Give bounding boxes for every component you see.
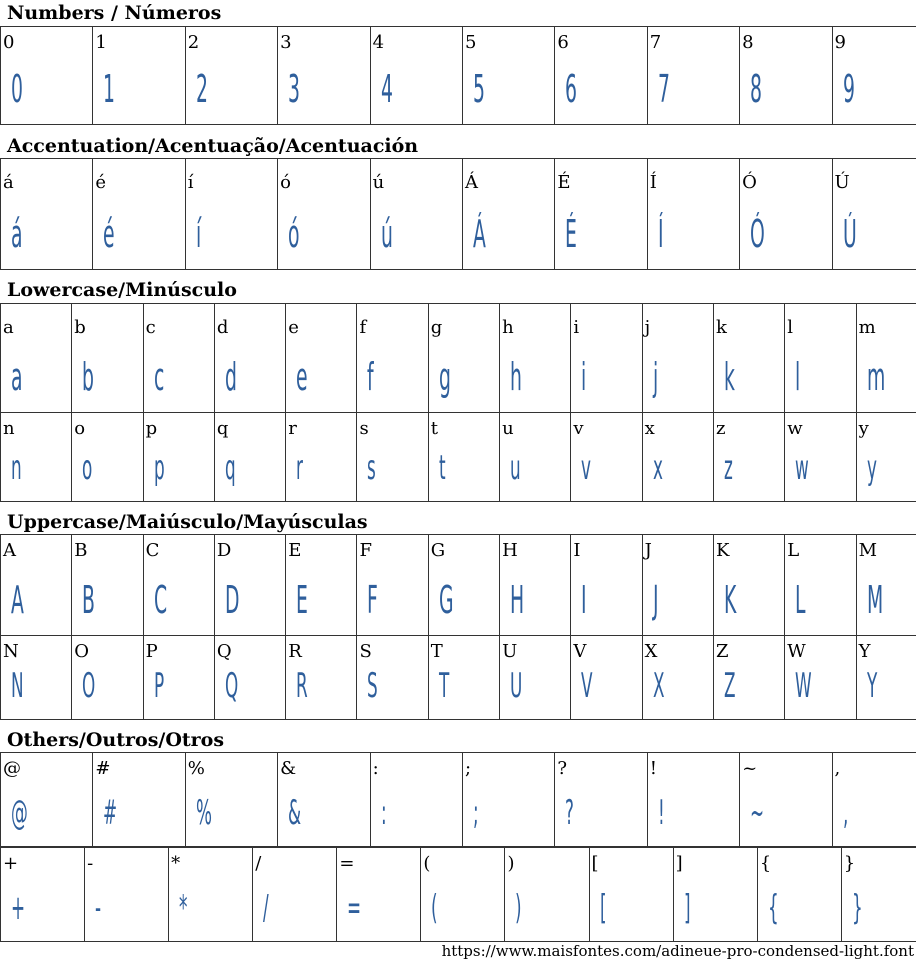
glyph-cell bbox=[642, 304, 713, 413]
glyph-sample: j bbox=[652, 355, 658, 399]
glyph-sample: c bbox=[153, 355, 164, 399]
glyph-cell bbox=[421, 848, 505, 942]
lowercase-grid bbox=[0, 303, 916, 502]
glyph-sample: r bbox=[296, 448, 304, 488]
glyph-cell bbox=[740, 753, 832, 847]
glyph-cell bbox=[757, 848, 841, 942]
glyph-label: 5 bbox=[464, 32, 477, 53]
glyph-sample: F bbox=[367, 578, 379, 622]
glyph-label: % bbox=[187, 758, 205, 779]
glyph-cell bbox=[428, 413, 499, 502]
glyph-sample: 9 bbox=[842, 67, 855, 111]
glyph-sample: M bbox=[866, 578, 883, 622]
glyph-cell bbox=[856, 535, 916, 636]
glyph-cell bbox=[571, 535, 642, 636]
section-title-others: Others/Outros/Otros bbox=[7, 729, 225, 751]
glyph-cell bbox=[93, 753, 185, 847]
glyph-cell bbox=[462, 753, 554, 847]
glyph-label: o bbox=[74, 418, 86, 439]
glyph-sample: } bbox=[851, 888, 863, 928]
glyph-label: s bbox=[359, 418, 369, 439]
glyph-label: Y bbox=[858, 641, 871, 662]
glyph-label: X bbox=[644, 641, 658, 662]
glyph-cell bbox=[185, 159, 277, 270]
glyph-cell bbox=[832, 159, 916, 270]
glyph-label: F bbox=[359, 540, 372, 561]
glyph-sample: x bbox=[652, 448, 663, 488]
glyph-sample: / bbox=[263, 888, 269, 928]
glyph-sample: á bbox=[11, 212, 23, 256]
glyph-sample: - bbox=[95, 888, 102, 928]
glyph-label: R bbox=[288, 641, 302, 662]
glyph-cell bbox=[647, 159, 739, 270]
glyph-cell bbox=[647, 753, 739, 847]
glyph-sample: + bbox=[11, 888, 26, 928]
glyph-label: f bbox=[359, 317, 367, 338]
glyph-cell bbox=[856, 304, 916, 413]
glyph-label: a bbox=[3, 317, 14, 338]
glyph-sample: = bbox=[347, 888, 362, 928]
glyph-sample: N bbox=[11, 666, 24, 706]
glyph-cell bbox=[500, 413, 571, 502]
glyph-sample: É bbox=[565, 212, 578, 256]
glyph-cell bbox=[214, 636, 285, 720]
glyph-sample: d bbox=[224, 355, 237, 399]
glyph-label: w bbox=[787, 418, 803, 439]
glyph-sample: @ bbox=[11, 793, 28, 833]
section-title-numbers: Numbers / Números bbox=[7, 2, 222, 24]
glyph-cell bbox=[357, 304, 428, 413]
glyph-label: = bbox=[339, 853, 355, 874]
glyph-label: r bbox=[288, 418, 297, 439]
glyph-label: n bbox=[3, 418, 15, 439]
glyph-label: 3 bbox=[280, 32, 292, 53]
glyph-cell bbox=[642, 636, 713, 720]
glyph-label: E bbox=[288, 540, 302, 561]
glyph-label: } bbox=[843, 853, 856, 874]
glyph-cell bbox=[428, 636, 499, 720]
glyph-sample: 5 bbox=[472, 67, 485, 111]
glyph-label: á bbox=[3, 172, 14, 193]
glyph-label: t bbox=[430, 418, 439, 439]
glyph-label: : bbox=[372, 758, 379, 779]
glyph-sample: 6 bbox=[565, 67, 578, 111]
glyph-cell bbox=[642, 413, 713, 502]
section-title-accentuation: Accentuation/Acentuação/Acentuación bbox=[7, 135, 419, 157]
glyph-cell bbox=[571, 413, 642, 502]
glyph-sample: g bbox=[438, 355, 451, 399]
glyph-sample: ; bbox=[472, 793, 479, 833]
glyph-sample: I bbox=[581, 578, 587, 622]
glyph-sample: G bbox=[438, 578, 454, 622]
glyph-label: 0 bbox=[3, 32, 15, 53]
glyph-sample: ó bbox=[288, 212, 300, 256]
glyph-cell bbox=[856, 413, 916, 502]
glyph-label: b bbox=[74, 317, 86, 338]
glyph-label: ; bbox=[464, 758, 472, 779]
glyph-sample: K bbox=[723, 578, 737, 622]
glyph-cell bbox=[278, 753, 370, 847]
glyph-cell bbox=[505, 848, 589, 942]
glyph-row bbox=[1, 159, 916, 270]
glyph-sample: ? bbox=[565, 793, 575, 833]
glyph-label: V bbox=[573, 641, 587, 662]
glyph-label: Q bbox=[216, 641, 232, 662]
glyph-sample: S bbox=[367, 666, 379, 706]
glyph-label: T bbox=[430, 641, 443, 662]
glyph-label: 9 bbox=[834, 32, 846, 53]
glyph-sample: u bbox=[510, 448, 521, 488]
glyph-label: z bbox=[715, 418, 726, 439]
glyph-cell bbox=[1, 27, 93, 125]
glyph-row bbox=[1, 636, 916, 720]
accentuation-grid bbox=[0, 158, 916, 270]
glyph-cell bbox=[286, 413, 357, 502]
glyph-cell bbox=[337, 848, 421, 942]
glyph-label: , bbox=[834, 758, 841, 779]
glyph-label: H bbox=[502, 540, 518, 561]
glyph-label: g bbox=[430, 317, 443, 338]
glyph-sample: : bbox=[380, 793, 387, 833]
glyph-label: ~ bbox=[742, 758, 758, 779]
glyph-sample: & bbox=[288, 793, 302, 833]
glyph-label: I bbox=[573, 540, 581, 561]
glyph-cell bbox=[72, 535, 143, 636]
glyph-cell bbox=[428, 304, 499, 413]
glyph-label: j bbox=[644, 317, 651, 338]
glyph-cell bbox=[72, 304, 143, 413]
glyph-sample: s bbox=[367, 448, 377, 488]
glyph-cell bbox=[785, 535, 856, 636]
glyph-label: W bbox=[787, 641, 806, 662]
glyph-row bbox=[1, 535, 916, 636]
glyph-cell bbox=[357, 535, 428, 636]
glyph-cell bbox=[1, 753, 93, 847]
glyph-label: 6 bbox=[557, 32, 569, 53]
glyph-cell bbox=[785, 413, 856, 502]
glyph-cell bbox=[462, 159, 554, 270]
glyph-cell bbox=[214, 304, 285, 413]
glyph-label: # bbox=[95, 758, 111, 779]
glyph-label: k bbox=[715, 317, 727, 338]
glyph-cell bbox=[571, 304, 642, 413]
glyph-label: 1 bbox=[95, 32, 107, 53]
glyph-sample: 3 bbox=[288, 67, 301, 111]
glyph-label: L bbox=[787, 540, 800, 561]
glyph-label: l bbox=[787, 317, 794, 338]
glyph-label: Ú bbox=[834, 172, 850, 193]
glyph-sample: ~ bbox=[750, 793, 765, 833]
glyph-label: J bbox=[644, 540, 652, 561]
glyph-label: q bbox=[216, 418, 229, 439]
glyph-cell bbox=[143, 304, 214, 413]
glyph-sample: E bbox=[296, 578, 309, 622]
glyph-cell bbox=[214, 413, 285, 502]
glyph-cell bbox=[785, 636, 856, 720]
glyph-label: [ bbox=[591, 853, 599, 874]
glyph-sample: ( bbox=[431, 888, 438, 928]
glyph-sample: 8 bbox=[750, 67, 763, 111]
glyph-cell bbox=[500, 304, 571, 413]
glyph-sample: 0 bbox=[11, 67, 23, 111]
glyph-label: m bbox=[858, 317, 876, 338]
glyph-cell bbox=[555, 27, 647, 125]
glyph-cell bbox=[185, 753, 277, 847]
glyph-cell bbox=[462, 27, 554, 125]
glyph-sample: O bbox=[82, 666, 96, 706]
glyph-sample: W bbox=[795, 666, 812, 706]
glyph-cell bbox=[143, 636, 214, 720]
glyph-cell bbox=[1, 159, 93, 270]
glyph-sample: 4 bbox=[380, 67, 393, 111]
glyph-sample: b bbox=[82, 355, 95, 399]
glyph-sample: í bbox=[195, 212, 202, 256]
glyph-label: N bbox=[3, 641, 19, 662]
glyph-cell bbox=[713, 636, 784, 720]
glyph-label: { bbox=[759, 853, 772, 874]
glyph-cell bbox=[856, 636, 916, 720]
glyph-label: + bbox=[3, 853, 19, 874]
glyph-sample: D bbox=[224, 578, 240, 622]
glyph-cell bbox=[832, 27, 916, 125]
glyph-label: K bbox=[715, 540, 730, 561]
glyph-sample: o bbox=[82, 448, 93, 488]
glyph-cell bbox=[72, 413, 143, 502]
glyph-label: ú bbox=[372, 172, 385, 193]
glyph-row bbox=[1, 848, 916, 942]
glyph-cell bbox=[143, 413, 214, 502]
glyph-label: 7 bbox=[649, 32, 662, 53]
glyph-label: ó bbox=[280, 172, 292, 193]
glyph-label: O bbox=[74, 641, 90, 662]
glyph-sample: { bbox=[767, 888, 779, 928]
glyph-cell bbox=[740, 27, 832, 125]
glyph-sample: 7 bbox=[657, 67, 670, 111]
glyph-sample: l bbox=[795, 355, 801, 399]
glyph-label: P bbox=[145, 641, 158, 662]
glyph-cell bbox=[286, 304, 357, 413]
glyph-sample: z bbox=[723, 448, 733, 488]
glyph-label: U bbox=[502, 641, 518, 662]
glyph-cell bbox=[500, 636, 571, 720]
glyph-sample: Q bbox=[224, 666, 239, 706]
glyph-sample: L bbox=[795, 578, 806, 622]
section-title-lowercase: Lowercase/Minúsculo bbox=[7, 279, 237, 301]
glyph-cell bbox=[370, 27, 462, 125]
glyph-sample: 2 bbox=[195, 67, 208, 111]
glyph-sample: [ bbox=[599, 888, 607, 928]
glyph-cell bbox=[1, 535, 72, 636]
glyph-cell bbox=[286, 636, 357, 720]
glyph-cell bbox=[589, 848, 673, 942]
glyph-sample: # bbox=[103, 793, 118, 833]
glyph-sample: é bbox=[103, 212, 115, 256]
glyph-label: 8 bbox=[742, 32, 754, 53]
others-grid-row-2 bbox=[0, 847, 916, 942]
glyph-sample: Á bbox=[472, 212, 486, 256]
glyph-cell bbox=[357, 636, 428, 720]
glyph-cell bbox=[673, 848, 757, 942]
glyph-label: Z bbox=[715, 641, 729, 662]
glyph-cell bbox=[571, 636, 642, 720]
glyph-sample: Ó bbox=[750, 212, 765, 256]
glyph-label: e bbox=[288, 317, 299, 338]
glyph-cell bbox=[93, 159, 185, 270]
glyph-sample: f bbox=[367, 355, 375, 399]
glyph-sample: H bbox=[510, 578, 525, 622]
glyph-sample: t bbox=[438, 448, 446, 488]
glyph-cell bbox=[642, 535, 713, 636]
glyph-cell bbox=[713, 535, 784, 636]
glyph-row bbox=[1, 753, 916, 847]
glyph-cell bbox=[143, 535, 214, 636]
numbers-grid bbox=[0, 26, 916, 125]
glyph-label: É bbox=[557, 172, 571, 193]
glyph-cell bbox=[1, 304, 72, 413]
glyph-label: 4 bbox=[372, 32, 385, 53]
glyph-label: ) bbox=[507, 853, 515, 874]
glyph-label: S bbox=[359, 641, 372, 662]
glyph-sample: m bbox=[866, 355, 885, 399]
glyph-sample: J bbox=[652, 578, 659, 622]
glyph-cell bbox=[278, 27, 370, 125]
glyph-cell bbox=[370, 753, 462, 847]
glyph-sample: Y bbox=[866, 666, 877, 706]
glyph-label: y bbox=[858, 418, 869, 439]
glyph-cell bbox=[169, 848, 253, 942]
glyph-label: C bbox=[145, 540, 160, 561]
glyph-sample: X bbox=[652, 666, 665, 706]
glyph-row bbox=[1, 27, 916, 125]
glyph-sample: * bbox=[179, 888, 188, 928]
glyph-sample: ) bbox=[515, 888, 523, 928]
glyph-label: D bbox=[216, 540, 232, 561]
glyph-sample: n bbox=[11, 448, 22, 488]
glyph-sample: % bbox=[195, 793, 212, 833]
glyph-cell bbox=[713, 413, 784, 502]
glyph-label: @ bbox=[3, 758, 21, 779]
glyph-label: í bbox=[187, 172, 194, 193]
glyph-cell bbox=[841, 848, 916, 942]
section-title-uppercase: Uppercase/Maiúsculo/Mayúsculas bbox=[7, 511, 368, 533]
glyph-label: / bbox=[255, 853, 262, 874]
glyph-sample: B bbox=[82, 578, 96, 622]
glyph-label: ] bbox=[675, 853, 683, 874]
uppercase-grid bbox=[0, 534, 916, 720]
glyph-label: ( bbox=[423, 853, 431, 874]
glyph-label: ! bbox=[649, 758, 657, 779]
glyph-label: - bbox=[87, 853, 94, 874]
glyph-sample: ! bbox=[657, 793, 665, 833]
glyph-sample: A bbox=[11, 578, 24, 622]
glyph-cell bbox=[185, 27, 277, 125]
footer-url[interactable]: https://www.maisfontes.com/adineue-pro-condensed-light.font bbox=[441, 942, 914, 960]
glyph-label: Á bbox=[464, 172, 478, 193]
glyph-label: u bbox=[502, 418, 514, 439]
glyph-label: 2 bbox=[187, 32, 200, 53]
glyph-sample: V bbox=[581, 666, 593, 706]
glyph-label: i bbox=[573, 317, 580, 338]
glyph-sample: 1 bbox=[103, 67, 116, 111]
glyph-cell bbox=[555, 159, 647, 270]
glyph-cell bbox=[214, 535, 285, 636]
glyph-cell bbox=[357, 413, 428, 502]
glyph-cell bbox=[253, 848, 337, 942]
glyph-cell bbox=[278, 159, 370, 270]
glyph-cell bbox=[740, 159, 832, 270]
glyph-label: & bbox=[280, 758, 297, 779]
glyph-sample: Z bbox=[723, 666, 736, 706]
glyph-label: A bbox=[3, 540, 16, 561]
glyph-cell bbox=[428, 535, 499, 636]
glyph-label: G bbox=[430, 540, 446, 561]
glyph-sample: C bbox=[153, 578, 167, 622]
glyph-row bbox=[1, 413, 916, 502]
glyph-sample: ] bbox=[683, 888, 691, 928]
glyph-sample: R bbox=[296, 666, 308, 706]
glyph-sample: U bbox=[510, 666, 523, 706]
glyph-cell bbox=[647, 27, 739, 125]
glyph-sample: v bbox=[581, 448, 592, 488]
glyph-row bbox=[1, 304, 916, 413]
glyph-sample: e bbox=[296, 355, 308, 399]
glyph-label: M bbox=[858, 540, 877, 561]
glyph-label: c bbox=[145, 317, 156, 338]
glyph-sample: p bbox=[153, 448, 165, 488]
glyph-sample: Í bbox=[657, 212, 664, 256]
glyph-sample: Ú bbox=[842, 212, 857, 256]
glyph-cell bbox=[555, 753, 647, 847]
glyph-cell bbox=[832, 753, 916, 847]
glyph-cell bbox=[286, 535, 357, 636]
glyph-label: B bbox=[74, 540, 88, 561]
glyph-label: p bbox=[145, 418, 158, 439]
glyph-cell bbox=[370, 159, 462, 270]
glyph-sample: ú bbox=[380, 212, 393, 256]
glyph-cell bbox=[85, 848, 169, 942]
glyph-sample: i bbox=[581, 355, 587, 399]
glyph-sample: y bbox=[866, 448, 877, 488]
glyph-cell bbox=[785, 304, 856, 413]
glyph-cell bbox=[500, 535, 571, 636]
glyph-label: Ó bbox=[742, 172, 757, 193]
glyph-cell bbox=[1, 848, 85, 942]
glyph-label: v bbox=[573, 418, 584, 439]
glyph-label: x bbox=[644, 418, 655, 439]
glyph-cell bbox=[93, 27, 185, 125]
glyph-sample: T bbox=[438, 666, 450, 706]
glyph-sample: P bbox=[153, 666, 164, 706]
glyph-cell bbox=[713, 304, 784, 413]
glyph-label: d bbox=[216, 317, 229, 338]
others-grid-row-1 bbox=[0, 752, 916, 847]
glyph-label: h bbox=[502, 317, 514, 338]
glyph-sample: a bbox=[11, 355, 23, 399]
glyph-cell bbox=[1, 413, 72, 502]
glyph-label: é bbox=[95, 172, 107, 193]
glyph-cell bbox=[72, 636, 143, 720]
glyph-sample: w bbox=[795, 448, 810, 488]
glyph-sample: k bbox=[723, 355, 735, 399]
glyph-cell bbox=[1, 636, 72, 720]
glyph-sample: , bbox=[842, 793, 848, 833]
glyph-label: * bbox=[171, 853, 181, 874]
glyph-label: Í bbox=[649, 172, 657, 193]
glyph-label: ? bbox=[557, 758, 567, 779]
glyph-sample: q bbox=[224, 448, 236, 488]
glyph-sample: h bbox=[510, 355, 522, 399]
